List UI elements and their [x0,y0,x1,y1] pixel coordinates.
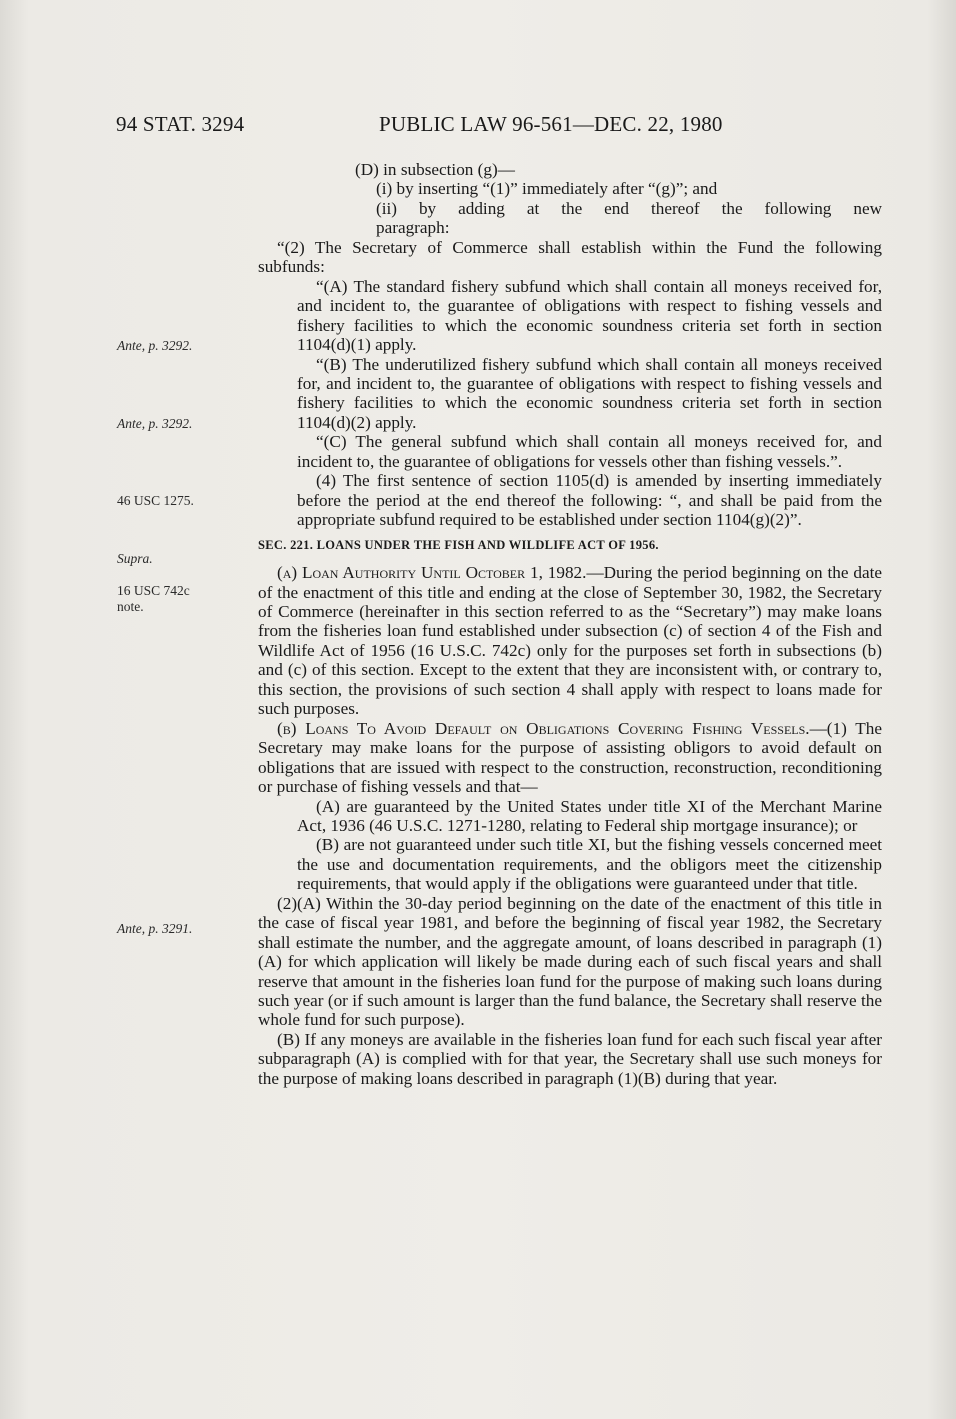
paragraph-b1b-not-guaranteed: (B) are not guaranteed under such title XI, but the fishing vessels concerned meet the use and documentation requirements, and the obligors meet the citizenship requirements, that would apply if the obligations were guaranteed under that title. [297,835,882,894]
margin-note-ante-3291: Ante, p. 3291. [117,921,193,936]
margin-note-16-usc [117,583,190,615]
paragraph-2a-estimate: (2)(A) Within the 30-day period beginning on the date of the enactment of this title in the case of fiscal year 1981, and before the beginning of fiscal year 1982, the Secretary shall estimate the number, and the aggregate amount, of loans described in paragraph (1)(A) for which application will likely be made during each of such fiscal years and shall reserve that amount in the fisheries loan fund for the purpose of making such loans during such year (or if such amount is larger than the fund balance, the Secretary shall reserve the whole fund for such purpose). [258,893,882,1030]
statute-body [258,160,882,1088]
paragraph-a-standard-subfund: “(A) The standard fishery subfund which shall contain all moneys received for, and incident to, the guarantee of obligations with respect to fishing vessels and fishery facilities to which the economic soundness criteria set forth in section 1104(d)(1) apply. [297,276,882,355]
margin-note-ante-3292-b: Ante, p. 3292. [117,416,193,431]
margin-note-16-usc-line2: note. [117,599,144,614]
bleed-through-text [160,1252,163,1267]
paragraph-b-loans-default [258,719,882,797]
margin-note-16-usc-line1: 16 USC 742c [117,583,190,598]
heading-loan-authority: (a) Loan Authority Until October 1, 1982. [277,563,587,583]
margin-note-46-usc: 46 USC 1275. [117,493,194,508]
text-loan-authority: —During the period beginning on the date of the enactment of this title and ending at the close of September 30, 1982, the Secretary of Commerce (hereinafter in this section referred to as the “Secretary”) may make loans from the fisheries loan fund established under subsection (c) of section 4 of the Fish and Wildlife Act of 1956 (16 U.S.C. 742c) only for the purposes set forth in subsections (b) and (c) of this section. Except to the extent that they are inconsistent with, or contrary to, this section, the provisions of such section 4 shall apply with respect to loans made for such purposes. [258,563,883,719]
paragraph-a-loan-authority [258,563,882,719]
text-loans-default: —(1) The Secretary may make loans for the purpose of assisting obligors to avoid default on obligations that are issued with respect to the construction, reconstruction, reconditioning or purchase of fishing vessels and that— [258,718,882,797]
paragraph-2b-moneys-available: (B) If any moneys are available in the fisheries loan fund for each such fiscal year after subparagraph (A) is complied with for that year, the Secretary shall use such moneys for the purpose of making loans described in paragraph (1)(B) during that year. [258,1029,882,1088]
paragraph-2-subfunds: “(2) The Secretary of Commerce shall establish within the Fund the following subfunds: [258,237,882,277]
paragraph-b1a-guaranteed: (A) are guaranteed by the United States under title XI of the Merchant Marine Act, 1936 (46 U.S.C. 1271-1280, relating to Federal ship mortgage insurance); or [297,796,882,835]
margin-note-ante-3292-a: Ante, p. 3292. [117,338,193,353]
stat-citation: 94 STAT. 3294 [116,112,245,136]
paragraph-ii-continuation: paragraph: [376,218,450,238]
paragraph-i-inserting: (i) by inserting “(1)” immediately after “(g)”; and [376,179,718,199]
law-title: PUBLIC LAW 96-561—DEC. 22, 1980 [379,112,723,136]
heading-loans-default: (b) Loans To Avoid Default on Obligations Covering Fishing Vessels. [277,718,810,738]
paragraph-b-underutilized-subfund: “(B) The underutilized fishery subfund which shall contain all moneys received for, and incident to, the guarantee of obligations with respect to fishing vessels and fishery facilities to which the economic soundness criteria set forth in section 1104(d)(2) apply. [297,354,882,432]
paragraph-c-general-subfund: “(C) The general subfund which shall contain all moneys received for, and incident to, the guarantee of obligations for vessels other than fishing vessels.”. [297,432,882,471]
margin-note-supra: Supra. [117,551,153,566]
paragraph-ii-adding: (ii) by adding at the end thereof the following new [376,198,882,218]
section-221-heading: SEC. 221. LOANS UNDER THE FISH AND WILDLIFE ACT OF 1956. [258,537,659,552]
paragraph-d-subsection: (D) in subsection (g)— [355,160,515,179]
paragraph-4-first-sentence: (4) The first sentence of section 1105(d) is amended by inserting immediately before the period at the end thereof the following: “, and shall be paid from the appropriate subfund required to be established under section 1104(g)(2)”. [297,471,882,530]
